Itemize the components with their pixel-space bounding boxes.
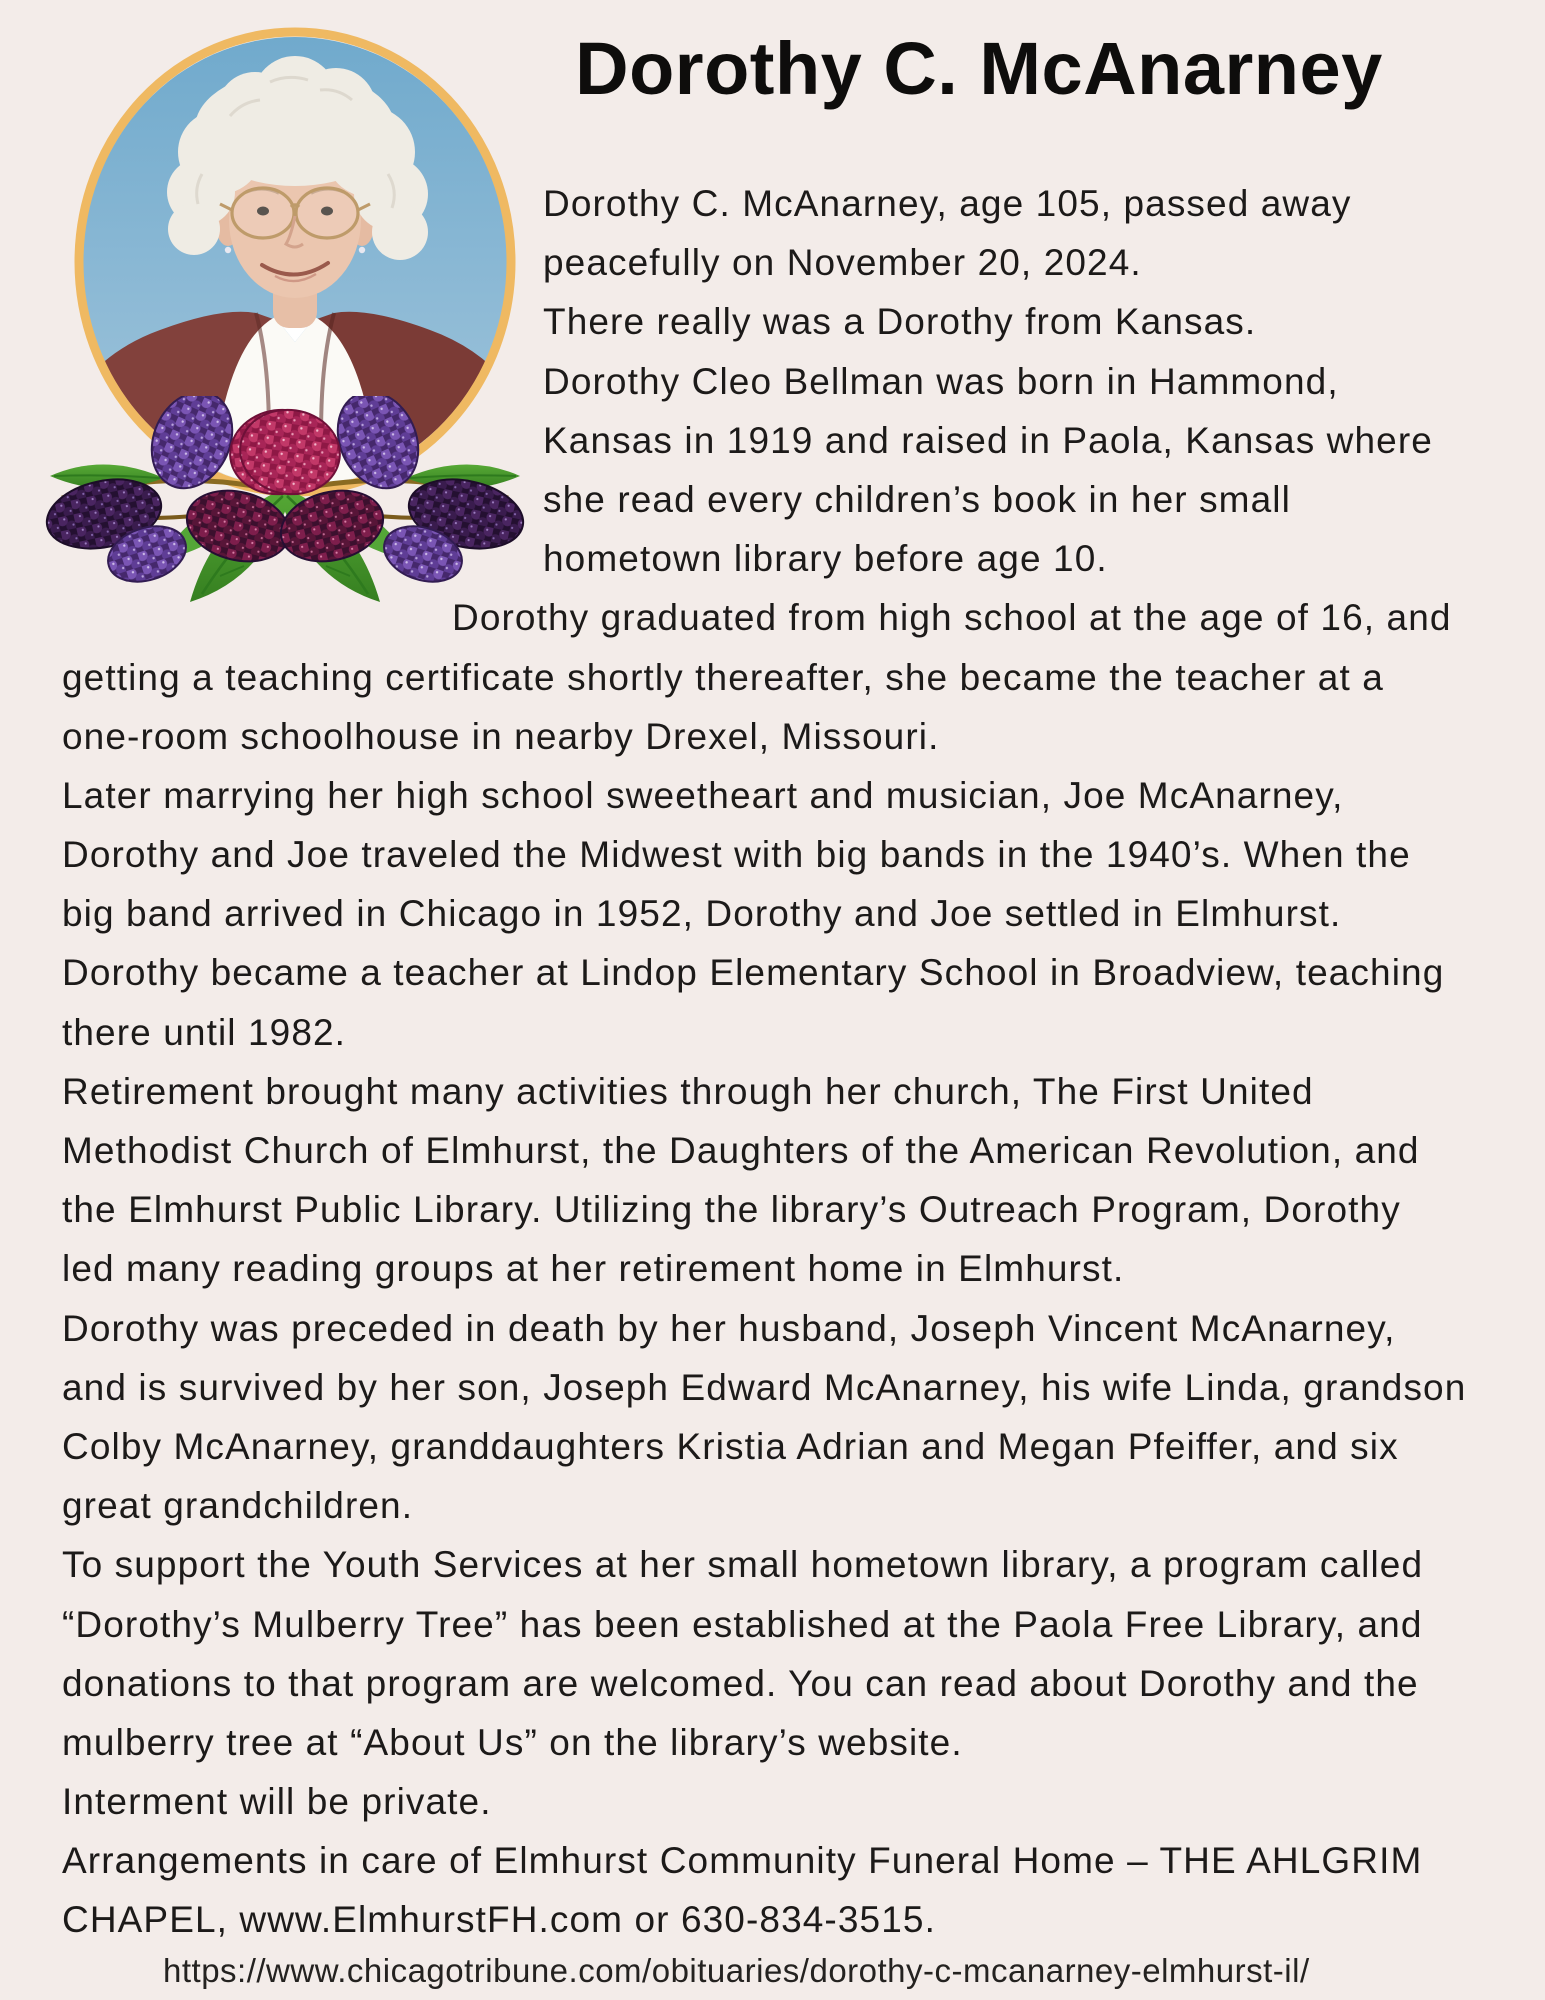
obituary-line: Methodist Church of Elmhurst, the Daughters of the American Revolution, and	[62, 1130, 1420, 1171]
obituary-line: Dorothy and Joe traveled the Midwest with big bands in the 1940’s. When the	[62, 834, 1411, 876]
obituary-line: “Dorothy’s Mulberry Tree” has been established at the Paola Free Library, and	[62, 1603, 1423, 1645]
obituary-line: the Elmhurst Public Library. Utilizing the library’s Outreach Program, Dorothy	[62, 1189, 1401, 1231]
obituary-line: Dorothy graduated from high school at the age of 16, and	[452, 597, 1452, 639]
obituary-line: one-room schoolhouse in nearby Drexel, Missouri.	[62, 715, 940, 757]
obituary-line: Kansas in 1919 and raised in Paola, Kansas where	[543, 419, 1433, 461]
obituary-line: she read every children’s book in her small	[543, 478, 1291, 520]
obituary-line: big band arrived in Chicago in 1952, Dorothy and Joe settled in Elmhurst.	[62, 893, 1342, 935]
obituary-line: Retirement brought many activities through her church, The First United	[62, 1070, 1314, 1112]
obituary-line: Dorothy was preceded in death by her husband, Joseph Vincent McAnarney,	[62, 1307, 1396, 1349]
obituary-line: Dorothy C. McAnarney, age 105, passed away	[543, 183, 1352, 224]
obituary-line: peacefully on November 20, 2024.	[543, 242, 1142, 284]
obituary-line: there until 1982.	[62, 1011, 347, 1053]
obituary-line: mulberry tree at “About Us” on the library’s website.	[62, 1721, 963, 1763]
source-url-text: https://www.chicagotribune.com/obituaries/dorothy-c-mcanarney-elmhurst-il/	[163, 1952, 1310, 1989]
obituary-line: Interment will be private.	[62, 1781, 492, 1823]
obituary-line: Later marrying her high school sweetheart and musician, Joe McAnarney,	[62, 774, 1344, 816]
page-title: Dorothy C. McAnarney	[575, 27, 1383, 110]
obituary-line: Colby McAnarney, granddaughters Kristia Adrian and Megan Pfeiffer, and six	[62, 1425, 1399, 1467]
obituary-line: CHAPEL, www.ElmhurstFH.com or 630-834-3515.	[62, 1899, 936, 1941]
obituary-line: Arrangements in care of Elmhurst Community Funeral Home – THE AHLGRIM	[62, 1840, 1423, 1882]
obituary-line: and is survived by her son, Joseph Edward McAnarney, his wife Linda, grandson	[62, 1366, 1467, 1408]
obituary-line: led many reading groups at her retirement home in Elmhurst.	[62, 1248, 1125, 1290]
obituary-line: getting a teaching certificate shortly thereafter, she became the teacher at a	[62, 656, 1384, 698]
obituary-text	[62, 174, 1540, 1950]
obituary-line: Dorothy became a teacher at Lindop Elementary School in Broadview, teaching	[62, 952, 1445, 994]
obituary-line: Dorothy Cleo Bellman was born in Hammond,	[543, 360, 1339, 402]
obituary-line: To support the Youth Services at her small hometown library, a program called	[62, 1544, 1424, 1586]
obituary-line: great grandchildren.	[62, 1485, 414, 1527]
obituary-line: hometown library before age 10.	[543, 538, 1108, 580]
obituary-line: There really was a Dorothy from Kansas.	[543, 301, 1257, 343]
obituary-line: donations to that program are welcomed. You can read about Dorothy and the	[62, 1662, 1419, 1704]
